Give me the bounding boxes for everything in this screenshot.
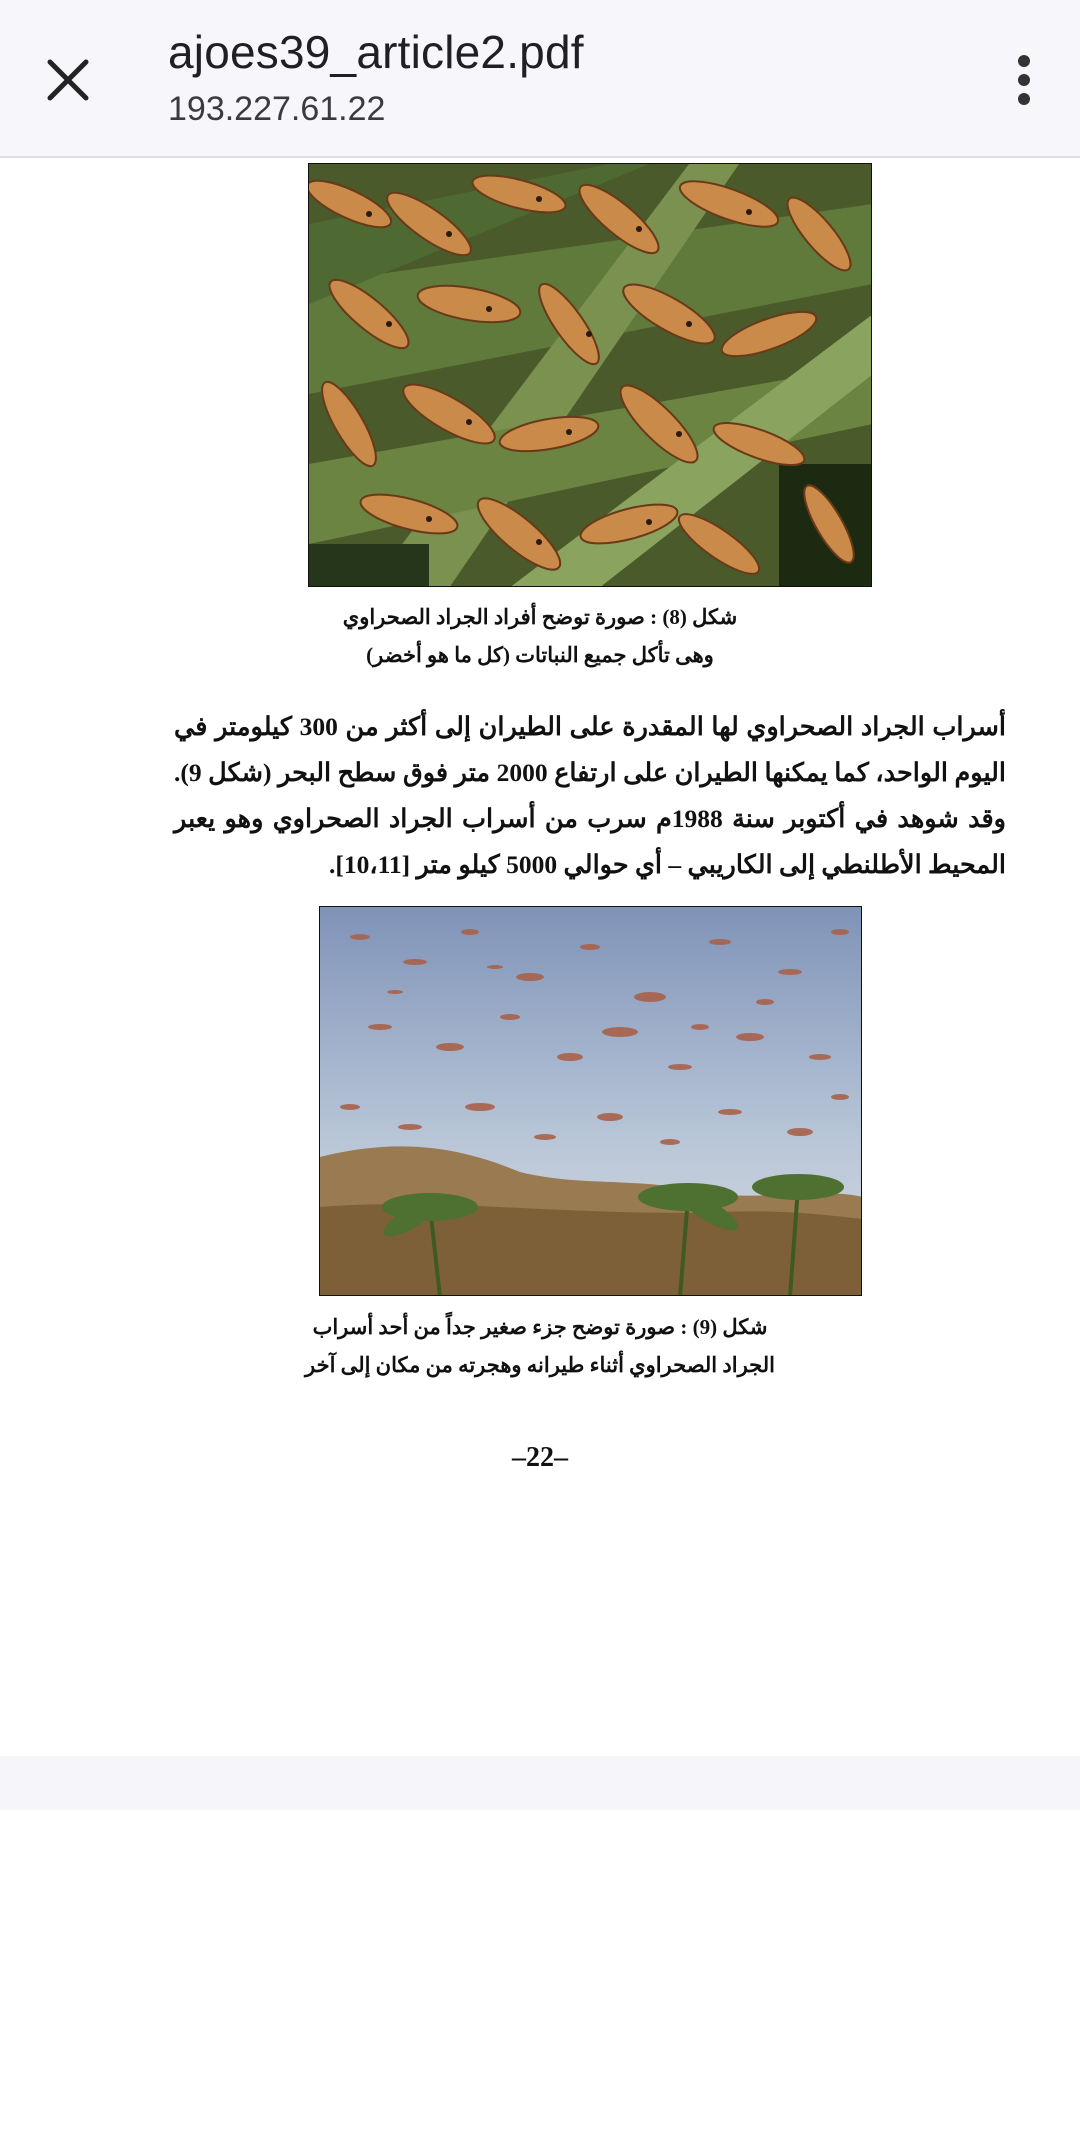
figure-9-image [319, 906, 862, 1296]
document-source: 193.227.61.22 [168, 90, 386, 128]
figure-8-caption-line-2: وهى تأكل جميع النباتات (كل ما هو أخضر) [366, 643, 714, 667]
figure-8-caption-line-1: شكل (8) : صورة توضح أفراد الجراد الصحراوي [342, 605, 738, 629]
title-block [168, 20, 584, 132]
page-separator [0, 1756, 1080, 1810]
more-vertical-icon [1016, 55, 1032, 105]
figure-9-caption-line-1: شكل (9) : صورة توضح جزء صغير جداً من أحد أسراب [312, 1315, 768, 1339]
figure-8-image [308, 163, 872, 587]
figure-9-caption-line-2: الجراد الصحراوي أثناء طيرانه وهجرته من مكان إلى آخر [305, 1353, 775, 1377]
close-icon [46, 58, 90, 102]
pdf-page[interactable] [0, 160, 1080, 1756]
page-number: –22– [512, 1442, 568, 1473]
document-title: ajoes39_article2.pdf [168, 26, 584, 78]
body-paragraph: أسراب الجراد الصحراوي لها المقدرة على الطيران إلى أكثر من 300 كيلومتر في اليوم الواحد، كما يمكنها الطيران على ارتفاع 2000 متر فوق سطح البحر (شكل 9). وقد شوهد في أكتوبر سنة 1988م سرب من أسراب الجراد الصحراوي وهو يعبر المحيط الأطلنطي إلى الكاريبي – أي حوالي 5000 كيلو متر [10،11]. [174, 712, 1006, 879]
close-button[interactable] [36, 44, 100, 116]
app-bar [0, 0, 1080, 158]
more-options-button[interactable] [992, 44, 1056, 116]
